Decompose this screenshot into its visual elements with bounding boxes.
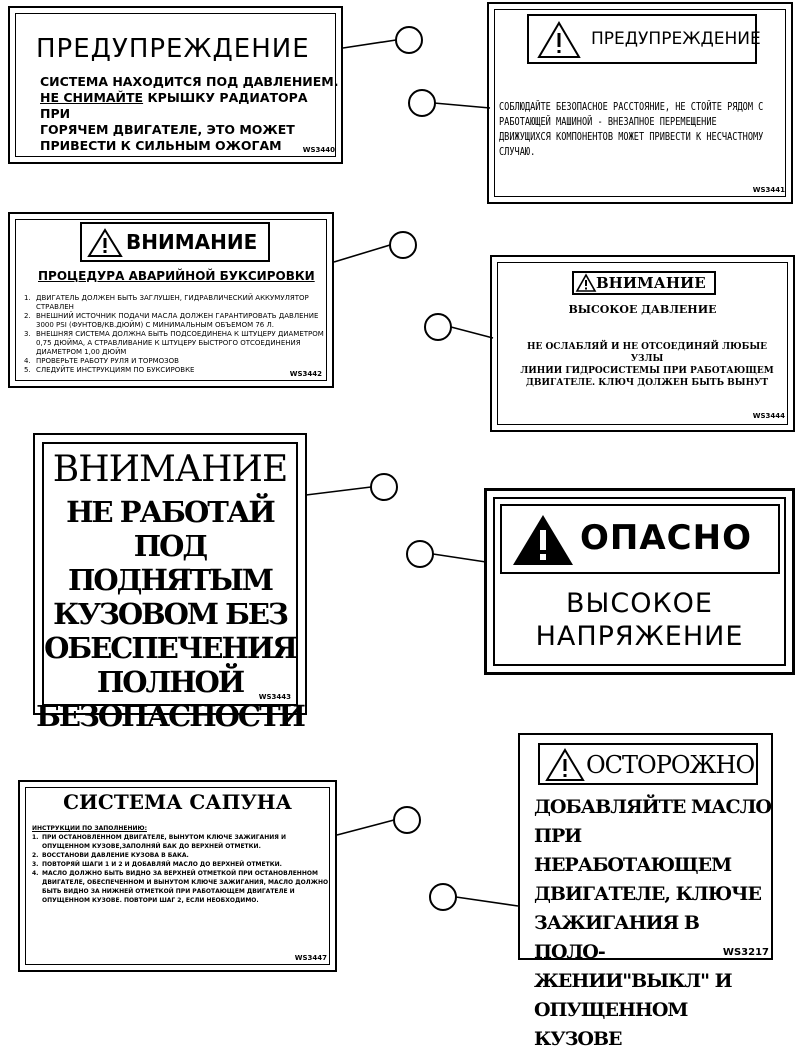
step-text: ПРОВЕРЬТЕ РАБОТУ РУЛЯ И ТОРМОЗОВ xyxy=(36,357,179,365)
step-number: 1. xyxy=(32,834,39,841)
decal-text-line: ОБЕСПЕЧЕНИЯ xyxy=(44,631,296,665)
decal-text-line: СИСТЕМА НАХОДИТСЯ ПОД ДАВЛЕНИЕМ. xyxy=(40,74,339,89)
decal-text-line: ПРИВЕСТИ К СИЛЬНЫМ ОЖОГАМ xyxy=(40,138,282,153)
decal-text xyxy=(534,793,774,1054)
callout-bubble xyxy=(430,884,456,910)
step-text: СЛЕДУЙТЕ ИНСТРУКЦИЯМ ПО БУКСИРОВКЕ xyxy=(36,366,195,374)
callout-line xyxy=(433,554,486,562)
danger-triangle-icon xyxy=(512,514,574,566)
decal-text-line: НЕ ОСЛАБЛЯЙ И НЕ ОТСОЕДИНЯЙ ЛЮБЫЕ УЗЛЫ xyxy=(526,342,768,364)
callout-line xyxy=(456,897,518,906)
decal-text-line: ПОДНЯТЫМ xyxy=(68,563,272,597)
decal-text-line: СОБЛЮДАЙТЕ БЕЗОПАСНОЕ РАССТОЯНИЕ, НЕ СТОЙТЕ РЯДОМ С xyxy=(499,101,764,113)
decal-steps xyxy=(32,833,332,905)
decal-text xyxy=(487,587,792,653)
step-text: ВОССТАНОВИ ДАВЛЕНИЕ КУЗОВА В БАКА. xyxy=(42,852,189,859)
step-text: ДВИГАТЕЛЬ ДОЛЖЕН БЫТЬ ЗАГЛУШЕН, ГИДРАВЛИЧЕСКИЙ АККУМУЛЯТОР СТРАВЛЕН xyxy=(36,294,309,311)
decal-step xyxy=(24,294,334,312)
decal-step xyxy=(24,357,334,366)
decal-title: ОПАСНО xyxy=(580,518,752,558)
step-number: 5. xyxy=(24,366,31,374)
step-number: 4. xyxy=(32,870,39,877)
decal-text-line: НАПРЯЖЕНИЕ xyxy=(535,621,744,652)
raised-body-decal xyxy=(33,433,307,733)
callout-bubble xyxy=(371,474,397,500)
decal-text-line: ОПУЩЕННОМ КУЗОВЕ xyxy=(534,999,688,1050)
decal-step xyxy=(32,833,332,851)
decal-header xyxy=(500,504,780,574)
step-number: 2. xyxy=(32,852,39,859)
decal-text xyxy=(512,341,782,389)
decal-heading: ИНСТРУКЦИИ ПО ЗАПОЛНЕНИЮ: xyxy=(32,825,147,832)
warning-triangle-icon xyxy=(576,274,596,292)
towing-procedure-decal xyxy=(8,212,334,388)
decal-code: WS3447 xyxy=(294,954,327,962)
decal-text-line: ЛИНИИ ГИДРОСИСТЕМЫ ПРИ РАБОТАЮЩЕМ xyxy=(520,366,774,376)
step-number: 2. xyxy=(24,312,31,320)
decal-text xyxy=(40,74,340,154)
decal-step xyxy=(32,851,332,860)
decal-title: ПРЕДУПРЕЖДЕНИЕ xyxy=(591,29,761,49)
decal-step xyxy=(32,860,332,869)
decal-text-line: ДВИГАТЕЛЕ. КЛЮЧ ДОЛЖЕН БЫТЬ ВЫНУТ xyxy=(525,378,769,388)
decal-text-line: ВЫСОКОЕ xyxy=(566,588,713,619)
decal-header xyxy=(572,271,716,295)
step-number: 3. xyxy=(24,330,31,338)
step-text: ВНЕШНЯЯ СИСТЕМА ДОЛЖНА БЫТЬ ПОДСОЕДИНЕНА К ШТУЦЕРУ ДИАМЕТРОМ 0,75 ДЮЙМА, А СТРАВЛИВАНИЕ К ШТУЦЕРУ БЫСТРОГО ОТСОЕДИНЕНИЯ ДИАМЕТРОМ 1,00 ДЮЙМ xyxy=(36,330,324,356)
decal-subtitle: ВЫСОКОЕ ДАВЛЕНИЕ xyxy=(568,303,717,316)
decal-title: ВНИМАНИЕ xyxy=(126,230,258,254)
decal-title: ОСТОРОЖНО xyxy=(586,751,755,779)
decal-code: WS3217 xyxy=(722,947,769,958)
callout-bubble xyxy=(394,807,420,833)
decal-code: WS3444 xyxy=(752,412,785,420)
decal-title: СИСТЕМА САПУНА xyxy=(63,790,292,814)
decal-text-line: ПРИ НЕРАБОТАЮЩЕМ xyxy=(534,825,732,876)
decal-step xyxy=(24,312,334,330)
decal-text-line: ГОРЯЧЕМ ДВИГАТЕЛЕ, ЭТО МОЖЕТ xyxy=(40,122,295,137)
decal-text xyxy=(32,824,332,905)
decal-title: ПРЕДУПРЕЖДЕНИЕ xyxy=(36,34,310,64)
callout-line xyxy=(306,487,371,495)
step-text: МАСЛО ДОЛЖНО БЫТЬ ВИДНО ЗА ВЕРХНЕЙ ОТМЕТКОЙ ПРИ ОСТАНОВЛЕННОМ ДВИГАТЕЛЕ, ОБЕСПЕЧЕННОМ И ВЫНУТОМ КЛЮЧЕ ЗАЖИГАНИЯ, МАСЛО ДОЛЖНО БЫТЬ ВИДНО ЗА НИЖНЕЙ ОТМЕТКОЙ ПРИ РАБОТАЮЩЕМ ДВИГАТЕЛЕ И ОПУЩЕННОМ КУЗОВЕ. ПОВТОРИ ШАГ 2, ЕСЛИ НЕОБХОДИМО. xyxy=(42,870,329,904)
step-text: ПОВТОРЯЙ ШАГИ 1 И 2 И ДОБАВЛЯЙ МАСЛО ДО ВЕРХНЕЙ ОТМЕТКИ. xyxy=(42,861,282,868)
decal-title: ВНИМАНИЕ xyxy=(52,449,288,490)
decal-emphasis: НЕ СНИМАЙТЕ xyxy=(40,90,144,105)
callout-line xyxy=(451,327,493,338)
decal-text-line: ДВИГАТЕЛЕ, КЛЮЧЕ xyxy=(534,883,762,905)
high-pressure-decal xyxy=(490,255,795,432)
decal-text-line: ДОБАВЛЯЙТЕ МАСЛО xyxy=(534,796,771,818)
decal-code: WS3441 xyxy=(752,186,785,194)
decal-text-line: КУЗОВОМ БЕЗ xyxy=(53,597,287,631)
decal-title: ВНИМАНИЕ xyxy=(596,274,706,292)
warning-triangle-icon xyxy=(88,229,122,257)
decal-text-line: РАБОТАЮЩЕЙ МАШИНОЙ - ВНЕЗАПНОЕ ПЕРЕМЕЩЕНИЕ xyxy=(499,116,717,128)
decal-text-line xyxy=(40,90,340,122)
decal-text-line: СЛУЧАЮ. xyxy=(499,146,536,158)
step-text: ВНЕШНИЙ ИСТОЧНИК ПОДАЧИ МАСЛА ДОЛЖЕН ГАРАНТИРОВАТЬ ДАВЛЕНИЕ 3000 PSI (ФУНТОВ/КВ.ДЮЙМ) С МИНИМАЛЬНЫМ ОБЪЕМОМ 76 Л. xyxy=(36,312,319,329)
callout-bubble xyxy=(409,90,435,116)
callout-bubble xyxy=(425,314,451,340)
decal-text-line: БЕЗОПАСНОСТИ xyxy=(36,699,304,733)
decal-text-line: ЖЕНИИ"ВЫКЛ" И xyxy=(534,970,732,992)
distance-warning-decal xyxy=(487,2,793,204)
decal-text-line: ПОЛНОЙ xyxy=(96,665,244,699)
callout-line xyxy=(337,820,394,835)
callout-bubble xyxy=(407,541,433,567)
decal-subtitle: ПРОЦЕДУРА АВАРИЙНОЙ БУКСИРОВКИ xyxy=(38,269,315,283)
decal-text xyxy=(499,100,794,160)
decal-step xyxy=(24,366,334,375)
decal-code: WS3442 xyxy=(289,370,322,378)
callout-line xyxy=(343,40,396,48)
step-text: ПРИ ОСТАНОВЛЕННОМ ДВИГАТЕЛЕ, ВЫНУТОМ КЛЮЧЕ ЗАЖИГАНИЯ И ОПУЩЕННОМ КУЗОВЕ,ЗАПОЛНЯЙ БАК ДО ВЕРХНЕЙ ОТМЕТКИ. xyxy=(42,834,286,850)
decal-step xyxy=(32,869,332,905)
decal-text-line: НЕ РАБОТАЙ ПОД xyxy=(66,495,274,563)
decal-header xyxy=(527,14,761,64)
warning-triangle-icon xyxy=(546,749,584,781)
warning-triangle-icon xyxy=(537,21,581,59)
decal-code: WS3443 xyxy=(258,693,291,701)
radiator-warning-decal xyxy=(8,6,343,164)
add-oil-caution-decal xyxy=(518,733,773,1050)
callout-line xyxy=(334,245,390,262)
high-voltage-decal xyxy=(484,488,795,675)
decal-code: WS3440 xyxy=(302,146,335,154)
callout-line xyxy=(434,103,490,108)
decal-step xyxy=(24,330,334,357)
step-number: 4. xyxy=(24,357,31,365)
step-number: 1. xyxy=(24,294,31,302)
breather-system-decal xyxy=(18,780,337,972)
decal-text-line: ЗАЖИГАНИЯ В ПОЛО- xyxy=(534,912,699,963)
step-number: 3. xyxy=(32,861,39,868)
decal-steps xyxy=(24,294,334,375)
callout-bubble xyxy=(396,27,422,53)
decal-header xyxy=(538,743,758,785)
callout-bubble xyxy=(390,232,416,258)
decal-header xyxy=(80,222,270,262)
decal-text-line: ДВИЖУЩИХСЯ КОМПОНЕНТОВ МОЖЕТ ПРИВЕСТИ К НЕСЧАСТНОМУ xyxy=(499,131,764,143)
decal-text-span: КРЫШКУ РАДИАТОРА ПРИ xyxy=(40,90,308,121)
